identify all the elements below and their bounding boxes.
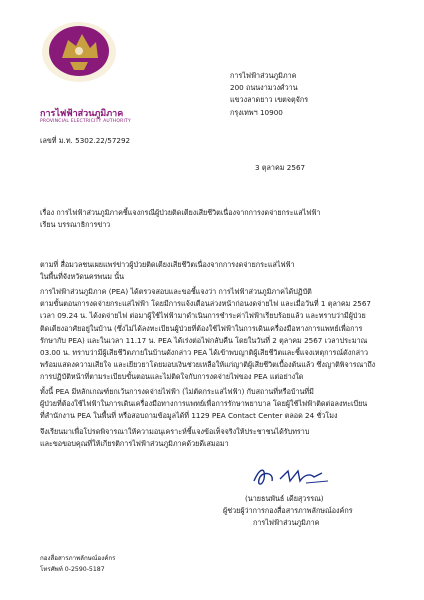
signer-block xyxy=(223,493,353,530)
address-line: แขวงลาดยาว เขตจตุจักร xyxy=(230,95,309,105)
org-name-thai: การไฟฟ้าส่วนภูมิภาค xyxy=(40,109,124,119)
subject-line: เรื่อง การไฟฟ้าส่วนภูมิภาคชี้แจงกรณีผู้ป่วยติดเตียงเสียชีวิตเนื่องจากการงดจ่ายกระแสไฟฟ้า xyxy=(40,208,321,217)
address-line: กรุงเทพฯ 10900 xyxy=(230,107,283,117)
paragraph-line: ตามขั้นตอนการงดจ่ายกระแสไฟฟ้า โดยมีการแจ้งเตือนล่วงหน้าก่อนงดจ่ายไฟ และเมื่อวันที่ 1 ตุลาคม 2567 xyxy=(40,299,372,309)
footer-contact xyxy=(40,554,116,575)
paragraph-line: เวลา 09.24 น. ได้งดจ่ายไฟ ต่อมาผู้ใช้ไฟฟ้ามาดำเนินการชำระค่าไฟฟ้าเรียบร้อยแล้ว และทราบว่ามีผู้ป่วย xyxy=(40,311,366,321)
address-line: การไฟฟ้าส่วนภูมิภาค xyxy=(230,71,297,80)
paragraph-line: ตามที่ สื่อมวลชนเผยแพร่ข่าวผู้ป่วยติดเตียงเสียชีวิตเนื่องจากการงดจ่ายกระแสไฟฟ้า xyxy=(40,260,295,269)
signer-title: ผู้ช่วยผู้ว่าการกองสื่อสารภาพลักษณ์องค์กร xyxy=(223,506,353,516)
paragraph-line: การปฏิบัติหน้าที่ตามระเบียบขั้นตอนและไม่ติดใจกับการงดจ่ายไฟของ PEA แต่อย่างใด xyxy=(40,372,304,382)
paragraph-line: จึงเรียนมาเพื่อโปรดพิจารณาให้ความอนุเคราะห์ชี้แจงข้อเท็จจริงให้ประชาชนได้รับทราบ xyxy=(40,427,310,436)
footer-phone: โทรศัพท์ 0-2590-5187 xyxy=(40,565,105,573)
paragraph-line: 03.00 น. ทราบว่ามีผู้เสียชีวิตภายในบ้านดังกล่าว PEA ได้เข้าพบญาติผู้เสียชีวิตและชี้แจงเหตุการณ์ดังกล่าว xyxy=(40,347,369,357)
sender-address xyxy=(230,70,308,119)
document-number: เลขที่ ม.ท. 5302.22/57292 xyxy=(40,136,131,145)
signer-name: (นายธนพันธ์ เดียสุวรรณ) xyxy=(245,494,324,503)
footer-department: กองสื่อสารภาพลักษณ์องค์กร xyxy=(40,555,116,562)
paragraph-line: รักษากับ PEA) และในเวลา 11.17 น. PEA ได้เร่งต่อไฟกลับคืน โดยในวันที่ 2 ตุลาคม 2567 เวลาประมาณ xyxy=(40,335,368,345)
signer-org: การไฟฟ้าส่วนภูมิภาค xyxy=(253,518,320,528)
paragraph-line: ในพื้นที่จังหวัดนครพนม นั้น xyxy=(40,272,125,282)
handwritten-signature xyxy=(244,461,332,491)
paragraph-line: ติดเตียงอาศัยอยู่ในบ้าน (ซึ่งไม่ได้ลงทะเบียนผู้ป่วยที่ต้องใช้ไฟฟ้าในการเดินเครื่องมือทางการแพทย์เพื่อการ xyxy=(40,323,363,333)
paragraph-line: การไฟฟ้าส่วนภูมิภาค (PEA) ได้ตรวจสอบและขอชี้แจงว่า การไฟฟ้าส่วนภูมิภาคได้ปฏิบัติ xyxy=(40,287,312,296)
subject-block xyxy=(40,207,320,231)
address-line: 200 ถนนงามวงศ์วาน xyxy=(230,83,298,93)
paragraph-line: ทั้งนี้ PEA มีหลักเกณฑ์ยกเว้นการงดจ่ายไฟฟ้า (ไม่ตัดกระแสไฟฟ้า) กับสถานที่หรือบ้านที่มี xyxy=(40,387,314,396)
paragraph-2 xyxy=(40,286,385,384)
paragraph-line: ที่สำนักงาน PEA ในพื้นที่ หรือสอบถามข้อมูลได้ที่ 1129 PEA Contact Center ตลอด 24 ชั่วโมง xyxy=(40,411,338,421)
paragraph-3 xyxy=(40,386,385,423)
paragraph-line: ผู้ป่วยที่ต้องใช้ไฟฟ้าในการเดินเครื่องมือทางการแพทย์เพื่อการรักษาพยาบาล โดยผู้ใช้ไฟฟ้าติดต่อลงทะเบียน xyxy=(40,399,368,409)
document-date: 3 ตุลาคม 2567 xyxy=(255,163,306,172)
paragraph-line: และขอขอบคุณที่ให้เกียรติการไฟฟ้าส่วนภูมิภาคด้วยดีเสมอมา xyxy=(40,439,229,449)
org-name-english: PROVINCIAL ELECTRICITY AUTHORITY xyxy=(40,119,131,124)
paragraph-1 xyxy=(40,259,385,283)
paragraph-4 xyxy=(40,426,385,450)
recipient-line: เรียน บรรณาธิการข่าว xyxy=(40,220,111,230)
pea-emblem-icon xyxy=(40,18,118,84)
paragraph-line: พร้อมแสดงความเสียใจ และเยียวยาโดยมอบเงินช่วยเหลือให้แก่ญาติผู้เสียชีวิตเบื้องต้นแล้ว ซึ่งญาติพิจารณาถึง xyxy=(40,360,376,370)
